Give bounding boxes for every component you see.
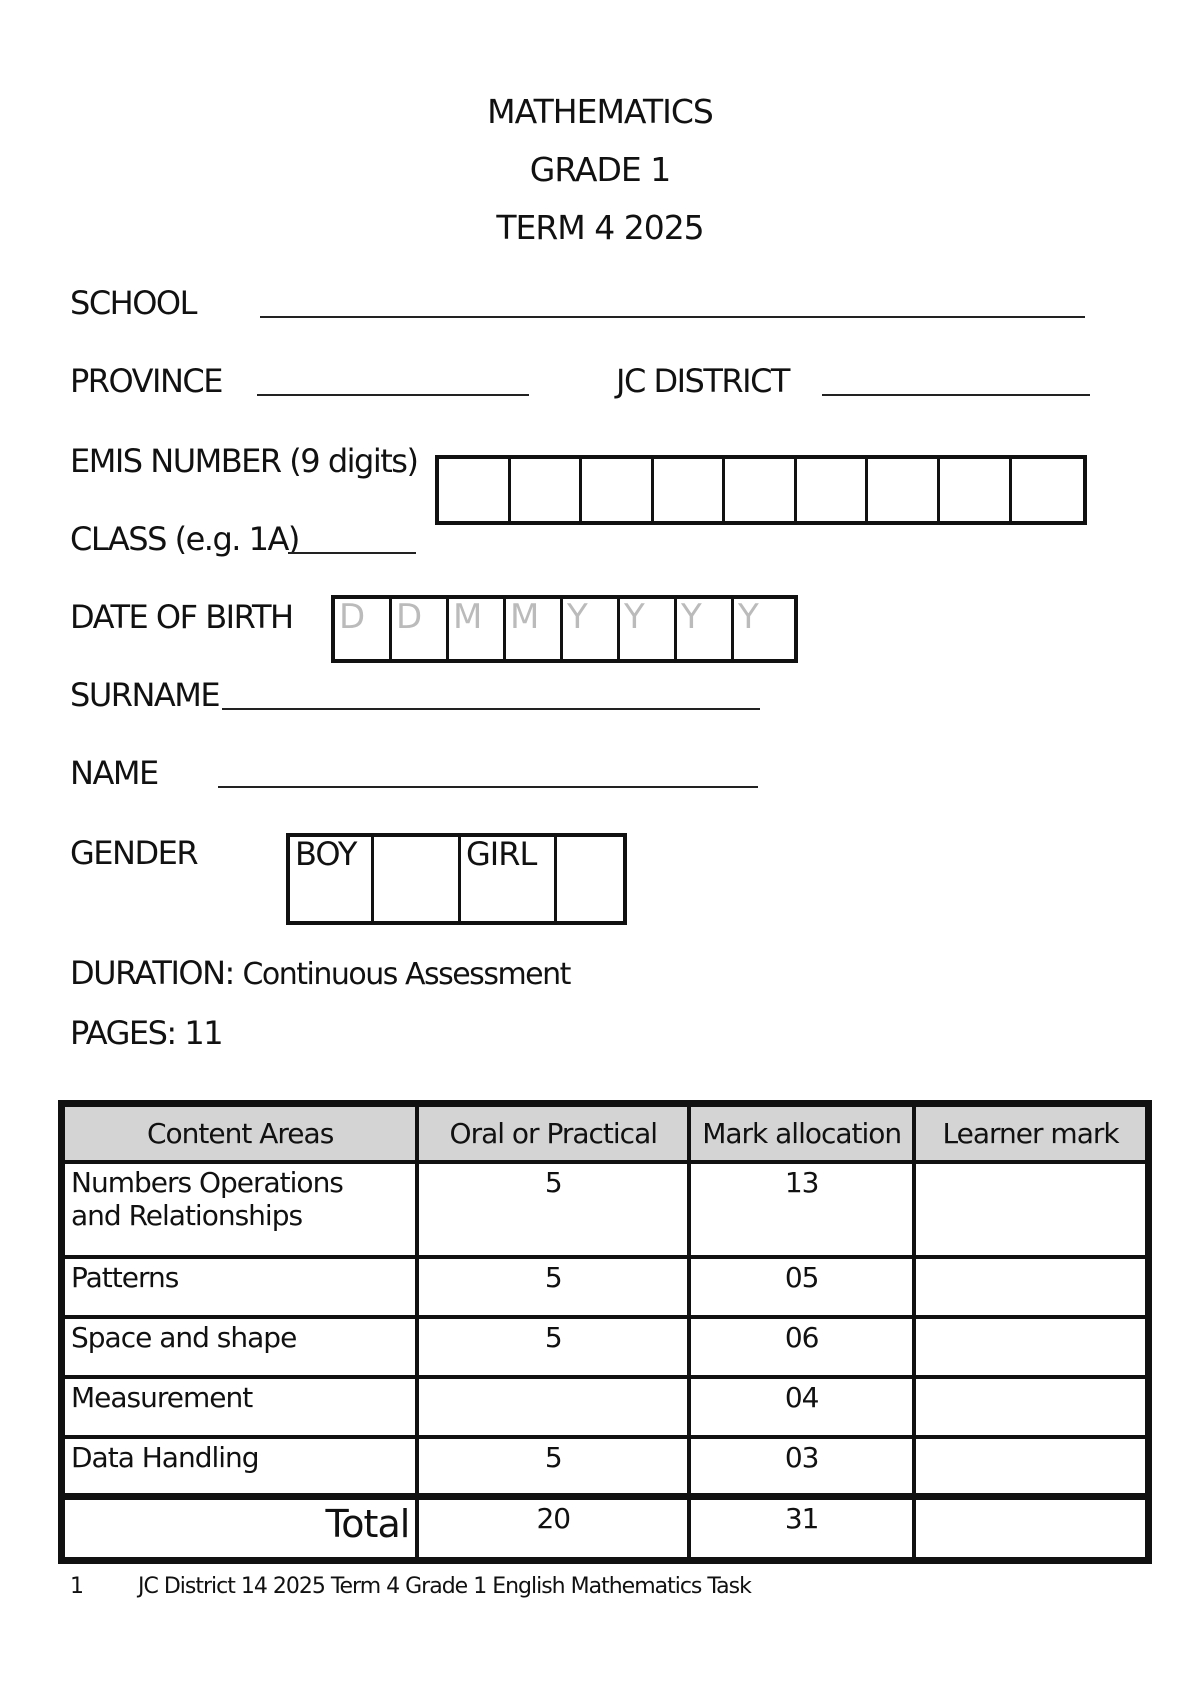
oral-cell: 5 xyxy=(417,1257,689,1317)
content-area-cell: Data Handling xyxy=(62,1437,418,1497)
dob-month-box[interactable] xyxy=(449,599,506,659)
total-row xyxy=(62,1497,1149,1561)
emis-boxes[interactable] xyxy=(435,455,1087,525)
emis-digit-box[interactable] xyxy=(868,459,940,521)
dob-placeholder: D xyxy=(396,597,423,637)
total-label: Total xyxy=(62,1497,418,1561)
term-title: TERM 4 2025 xyxy=(496,208,704,247)
subject-title: MATHEMATICS xyxy=(487,92,713,131)
table-header-row xyxy=(62,1104,1149,1162)
dob-year-box[interactable] xyxy=(563,599,620,659)
dob-month-box[interactable] xyxy=(506,599,563,659)
grade-title: GRADE 1 xyxy=(529,150,671,189)
province-line[interactable] xyxy=(257,394,529,396)
dob-year-box[interactable] xyxy=(620,599,677,659)
district-line[interactable] xyxy=(822,394,1090,396)
emis-digit-box[interactable] xyxy=(797,459,869,521)
table-row xyxy=(62,1377,1149,1437)
gender-boy-label-cell xyxy=(290,837,374,921)
dob-placeholder: M xyxy=(510,597,540,637)
learner-mark-cell[interactable] xyxy=(914,1317,1148,1377)
gender-label: GENDER xyxy=(70,834,198,872)
duration-label: DURATION: xyxy=(70,954,234,992)
oral-cell: 5 xyxy=(417,1317,689,1377)
emis-digit-box[interactable] xyxy=(940,459,1012,521)
learner-mark-cell[interactable] xyxy=(914,1437,1148,1497)
emis-digit-box[interactable] xyxy=(582,459,654,521)
gender-boy-box[interactable] xyxy=(374,837,461,921)
surname-line[interactable] xyxy=(222,708,760,710)
header-oral-practical: Oral or Practical xyxy=(417,1104,689,1162)
name-label: NAME xyxy=(70,754,158,792)
school-line[interactable] xyxy=(260,316,1085,318)
emis-digit-box[interactable] xyxy=(511,459,583,521)
dob-year-box[interactable] xyxy=(734,599,791,659)
school-label: SCHOOL xyxy=(70,284,196,322)
province-label: PROVINCE xyxy=(70,362,222,400)
dob-placeholder: Y xyxy=(681,597,702,637)
emis-digit-box[interactable] xyxy=(725,459,797,521)
marks-table xyxy=(58,1100,1152,1564)
mark-allocation-cell: 04 xyxy=(689,1377,914,1437)
mark-allocation-cell: 13 xyxy=(689,1162,914,1257)
dob-placeholder: Y xyxy=(624,597,645,637)
content-area-text: Numbers Operations xyxy=(71,1165,343,1199)
table-row xyxy=(62,1257,1149,1317)
header-learner-mark: Learner mark xyxy=(914,1104,1148,1162)
mark-allocation-cell: 03 xyxy=(689,1437,914,1497)
mark-allocation-cell: 05 xyxy=(689,1257,914,1317)
page-footer xyxy=(70,1574,751,1599)
oral-cell: 5 xyxy=(417,1162,689,1257)
total-marks: 31 xyxy=(689,1497,914,1561)
name-line[interactable] xyxy=(218,786,758,788)
dob-placeholder: D xyxy=(339,597,366,637)
content-area-cell: Space and shape xyxy=(62,1317,418,1377)
gender-girl-box[interactable] xyxy=(557,837,623,921)
table-row xyxy=(62,1317,1149,1377)
gender-girl-label-cell xyxy=(461,837,557,921)
pages-value: 11 xyxy=(184,1014,223,1052)
emis-digit-box[interactable] xyxy=(1012,459,1084,521)
total-learner-mark[interactable] xyxy=(914,1497,1148,1561)
content-area-cell: Patterns xyxy=(62,1257,418,1317)
district-label: JC DISTRICT xyxy=(616,362,789,400)
table-row xyxy=(62,1162,1149,1257)
dob-label: DATE OF BIRTH xyxy=(70,598,293,636)
dob-placeholder: M xyxy=(453,597,483,637)
mark-allocation-cell: 06 xyxy=(689,1317,914,1377)
table-row xyxy=(62,1437,1149,1497)
class-line[interactable] xyxy=(288,552,416,554)
page-number: 1 xyxy=(70,1574,83,1599)
emis-digit-box[interactable] xyxy=(654,459,726,521)
footer-text: JC District 14 2025 Term 4 Grade 1 English Mathematics Task xyxy=(138,1574,751,1599)
pages-row xyxy=(70,1014,222,1052)
emis-digit-box[interactable] xyxy=(439,459,511,521)
header-content-areas: Content Areas xyxy=(62,1104,418,1162)
pages-label: PAGES: xyxy=(70,1014,176,1052)
learner-mark-cell[interactable] xyxy=(914,1377,1148,1437)
learner-mark-cell[interactable] xyxy=(914,1162,1148,1257)
gender-boxes xyxy=(286,833,627,925)
content-area-text: and Relationships xyxy=(71,1198,303,1232)
emis-label: EMIS NUMBER (9 digits) xyxy=(70,442,418,480)
duration-row xyxy=(70,954,570,992)
gender-boy-label: BOY xyxy=(295,835,357,873)
learner-mark-cell[interactable] xyxy=(914,1257,1148,1317)
duration-value: Continuous Assessment xyxy=(242,957,570,992)
content-area-cell: Measurement xyxy=(62,1377,418,1437)
surname-label: SURNAME xyxy=(70,676,220,714)
dob-day-box[interactable] xyxy=(335,599,392,659)
dob-placeholder: Y xyxy=(567,597,588,637)
dob-boxes[interactable] xyxy=(331,595,798,663)
dob-day-box[interactable] xyxy=(392,599,449,659)
oral-cell xyxy=(417,1377,689,1437)
content-area-cell xyxy=(62,1162,418,1257)
gender-girl-label: GIRL xyxy=(466,835,537,873)
header-mark-allocation: Mark allocation xyxy=(689,1104,914,1162)
class-label: CLASS (e.g. 1A) xyxy=(70,520,299,558)
dob-year-box[interactable] xyxy=(677,599,734,659)
dob-placeholder: Y xyxy=(738,597,759,637)
oral-cell: 5 xyxy=(417,1437,689,1497)
total-oral: 20 xyxy=(417,1497,689,1561)
